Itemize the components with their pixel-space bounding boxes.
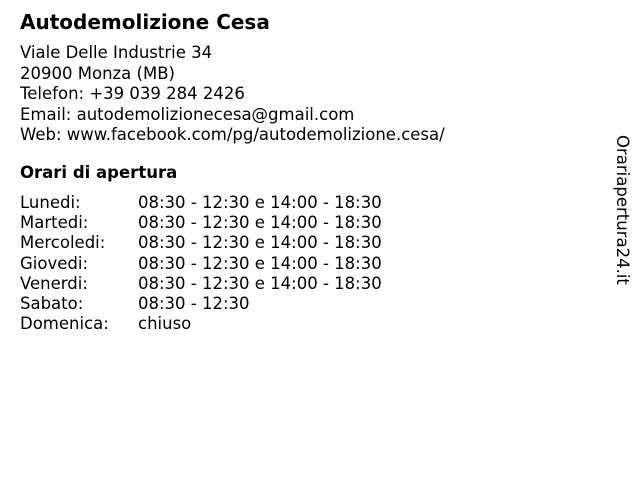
day-label: Martedi: bbox=[20, 213, 89, 233]
time-value: chiuso bbox=[138, 314, 192, 334]
hours-table bbox=[20, 193, 440, 334]
hours-heading: Orari di apertura bbox=[20, 163, 178, 182]
hours-row bbox=[20, 213, 440, 233]
address-line-1: Viale Delle Industrie 34 bbox=[20, 43, 213, 62]
hours-row bbox=[20, 314, 440, 334]
hours-row bbox=[20, 254, 440, 274]
hours-row bbox=[20, 193, 440, 213]
time-value: 08:30 - 12:30 e 14:00 - 18:30 bbox=[138, 253, 382, 273]
time-value: 08:30 - 12:30 e 14:00 - 18:30 bbox=[138, 193, 382, 212]
time-value: 08:30 - 12:30 e 14:00 - 18:30 bbox=[138, 233, 382, 253]
address-line-2: 20900 Monza (MB) bbox=[20, 63, 175, 83]
web-text: Web: www.facebook.com/pg/autodemolizione.cesa/ bbox=[20, 125, 445, 144]
phone-text: Telefon: +39 039 284 2426 bbox=[20, 84, 245, 103]
day-label: Domenica: bbox=[20, 314, 109, 334]
time-value: 08:30 - 12:30 bbox=[138, 293, 250, 313]
hours-row bbox=[20, 233, 440, 253]
time-value: 08:30 - 12:30 e 14:00 - 18:30 bbox=[138, 273, 382, 293]
contact-info bbox=[20, 43, 445, 146]
day-label: Mercoledi: bbox=[20, 233, 106, 253]
day-label: Lunedi: bbox=[20, 193, 81, 212]
day-label: Giovedi: bbox=[20, 253, 88, 273]
day-label: Venerdi: bbox=[20, 273, 88, 293]
hours-row bbox=[20, 294, 440, 314]
email-text: Email: autodemolizionecesa@gmail.com bbox=[20, 104, 355, 124]
hours-row bbox=[20, 274, 440, 294]
site-brand: Orariapertura24.it bbox=[613, 135, 632, 285]
business-name: Autodemolizione Cesa bbox=[20, 10, 270, 34]
day-label: Sabato: bbox=[20, 293, 84, 313]
time-value: 08:30 - 12:30 e 14:00 - 18:30 bbox=[138, 213, 382, 233]
